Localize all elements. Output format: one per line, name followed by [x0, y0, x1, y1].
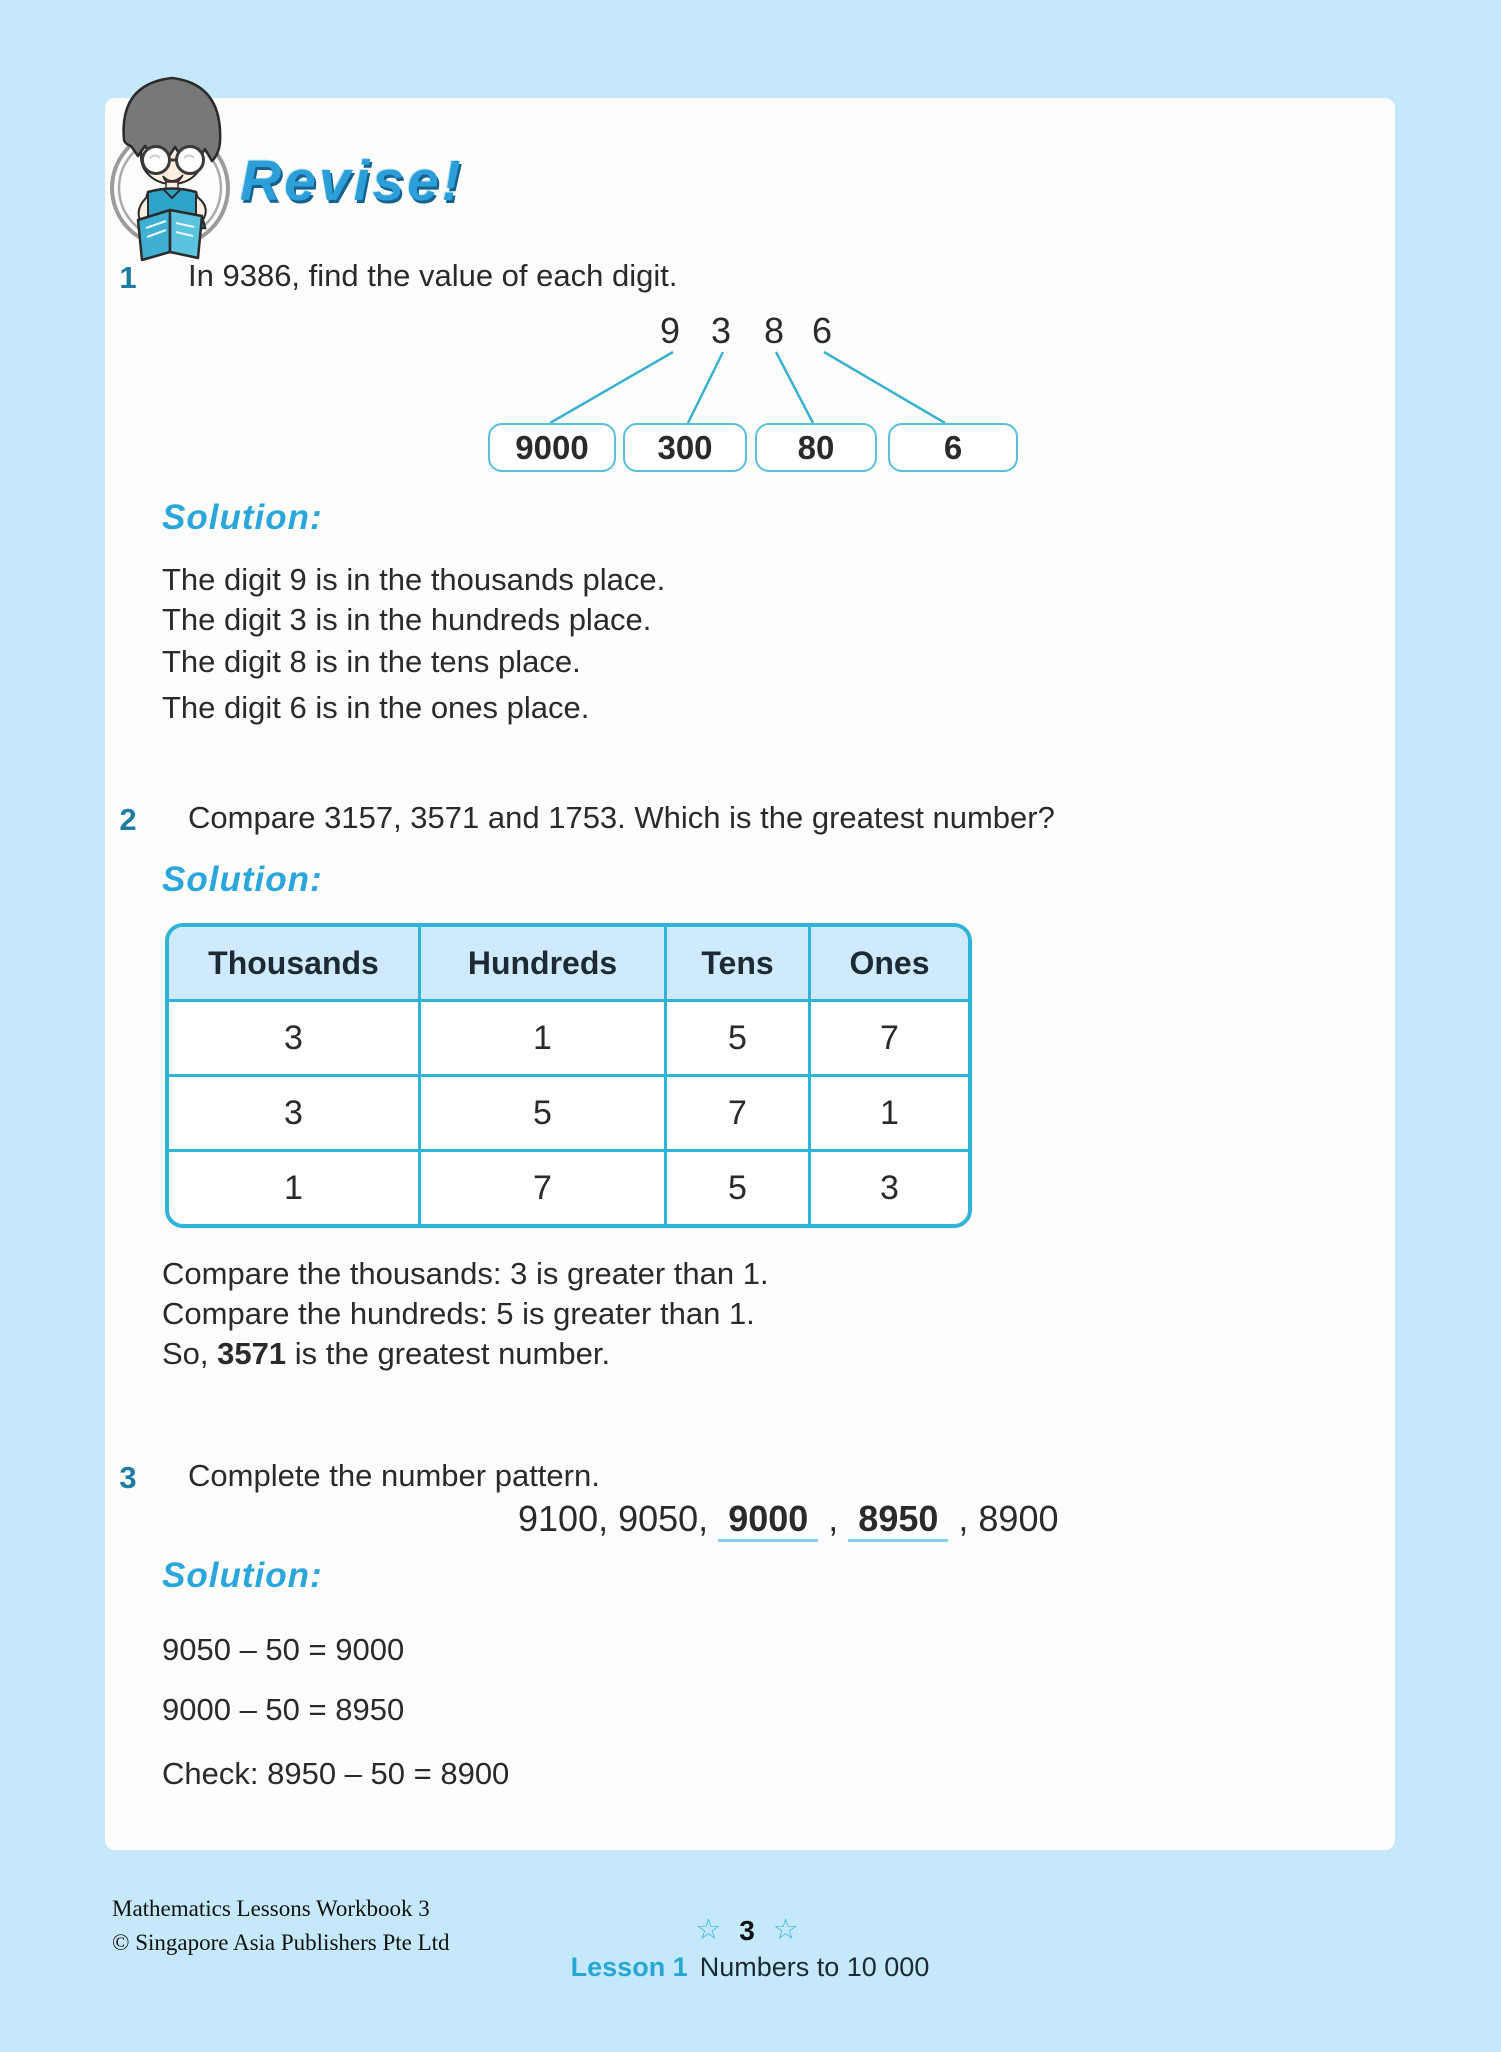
table-cell: 5 [667, 1149, 811, 1224]
boy-reading-icon [92, 58, 252, 263]
solution-3-heading: Solution: [162, 1556, 323, 1595]
footer-copyright: © Singapore Asia Publishers Pte Ltd [112, 1930, 450, 1955]
pattern-answer-blank: 9000 [718, 1498, 818, 1542]
digit-9: 9 [660, 310, 681, 351]
pattern-suffix: , 8900 [948, 1498, 1059, 1539]
table-header-row [169, 927, 968, 999]
solution-1-heading: Solution: [162, 498, 323, 537]
footer-lesson [430, 1952, 1070, 1983]
header-thousands: Thousands [169, 927, 421, 999]
star-icon: ☆ [772, 1914, 799, 1946]
question-3-text: Complete the number pattern. [188, 1458, 600, 1493]
table-cell: 1 [421, 999, 667, 1074]
table-cell: 5 [421, 1074, 667, 1149]
value-box-80: 80 [755, 423, 877, 472]
page-number: 3 [739, 1915, 755, 1946]
table-row [169, 1149, 968, 1224]
value-box-9000: 9000 [488, 423, 616, 472]
lesson-label: Lesson 1 [570, 1952, 688, 1982]
conclusion-prefix: So, [162, 1336, 218, 1371]
digit-3: 3 [711, 310, 732, 351]
table-cell: 5 [667, 999, 811, 1074]
pattern-answer-blank: 8950 [848, 1498, 948, 1542]
solution-1-line: The digit 3 is in the hundreds place. [162, 602, 652, 637]
table-cell: 3 [811, 1149, 968, 1224]
question-2-text: Compare 3157, 3571 and 1753. Which is the greatest number? [188, 800, 1055, 835]
lesson-title: Numbers to 10 000 [699, 1952, 930, 1982]
solution-2-heading: Solution: [162, 860, 323, 899]
header-ones: Ones [811, 927, 968, 999]
compare-hundreds-line: Compare the hundreds: 5 is greater than 1. [162, 1296, 755, 1331]
place-value-table [165, 923, 972, 1228]
solution-1-line: The digit 6 is in the ones place. [162, 690, 590, 725]
equation-line: Check: 8950 – 50 = 8900 [162, 1756, 510, 1791]
footer-book-title: Mathematics Lessons Workbook 3 [112, 1896, 430, 1921]
revise-heading: Revise! [240, 149, 464, 213]
digit-6: 6 [812, 310, 833, 351]
question-1-text: In 9386, find the value of each digit. [188, 258, 678, 293]
solution-1-line: The digit 9 is in the thousands place. [162, 562, 666, 597]
table-cell: 3 [169, 999, 421, 1074]
greatest-number: 3571 [217, 1336, 287, 1371]
equation-line: 9050 – 50 = 9000 [162, 1632, 405, 1667]
table-cell: 1 [169, 1149, 421, 1224]
compare-thousands-line: Compare the thousands: 3 is greater than 1. [162, 1256, 769, 1291]
table-cell: 3 [169, 1074, 421, 1149]
table-row [169, 999, 968, 1074]
table-cell: 7 [811, 999, 968, 1074]
header-hundreds: Hundreds [421, 927, 667, 999]
solution-1-line: The digit 8 is in the tens place. [162, 644, 581, 679]
table-cell: 1 [811, 1074, 968, 1149]
digit-8: 8 [764, 310, 785, 351]
conclusion-suffix: is the greatest number. [286, 1336, 611, 1371]
table-cell: 7 [667, 1074, 811, 1149]
value-box-300: 300 [623, 423, 747, 472]
question-2-number: 2 [119, 802, 137, 837]
equation-line: 9000 – 50 = 8950 [162, 1692, 405, 1727]
header-tens: Tens [667, 927, 811, 999]
digit-connector-lines [450, 348, 1010, 426]
pattern-separator: , [818, 1498, 849, 1539]
table-cell: 7 [421, 1149, 667, 1224]
pattern-prefix: 9100, 9050, [518, 1498, 719, 1539]
conclusion-line [162, 1336, 610, 1372]
table-row [169, 1074, 968, 1149]
footer-page-number [632, 1912, 862, 1947]
number-pattern-line [518, 1498, 1058, 1540]
question-1-number: 1 [119, 260, 137, 295]
question-3-number: 3 [119, 1460, 137, 1495]
value-box-6: 6 [888, 423, 1018, 472]
star-icon: ☆ [695, 1914, 722, 1946]
